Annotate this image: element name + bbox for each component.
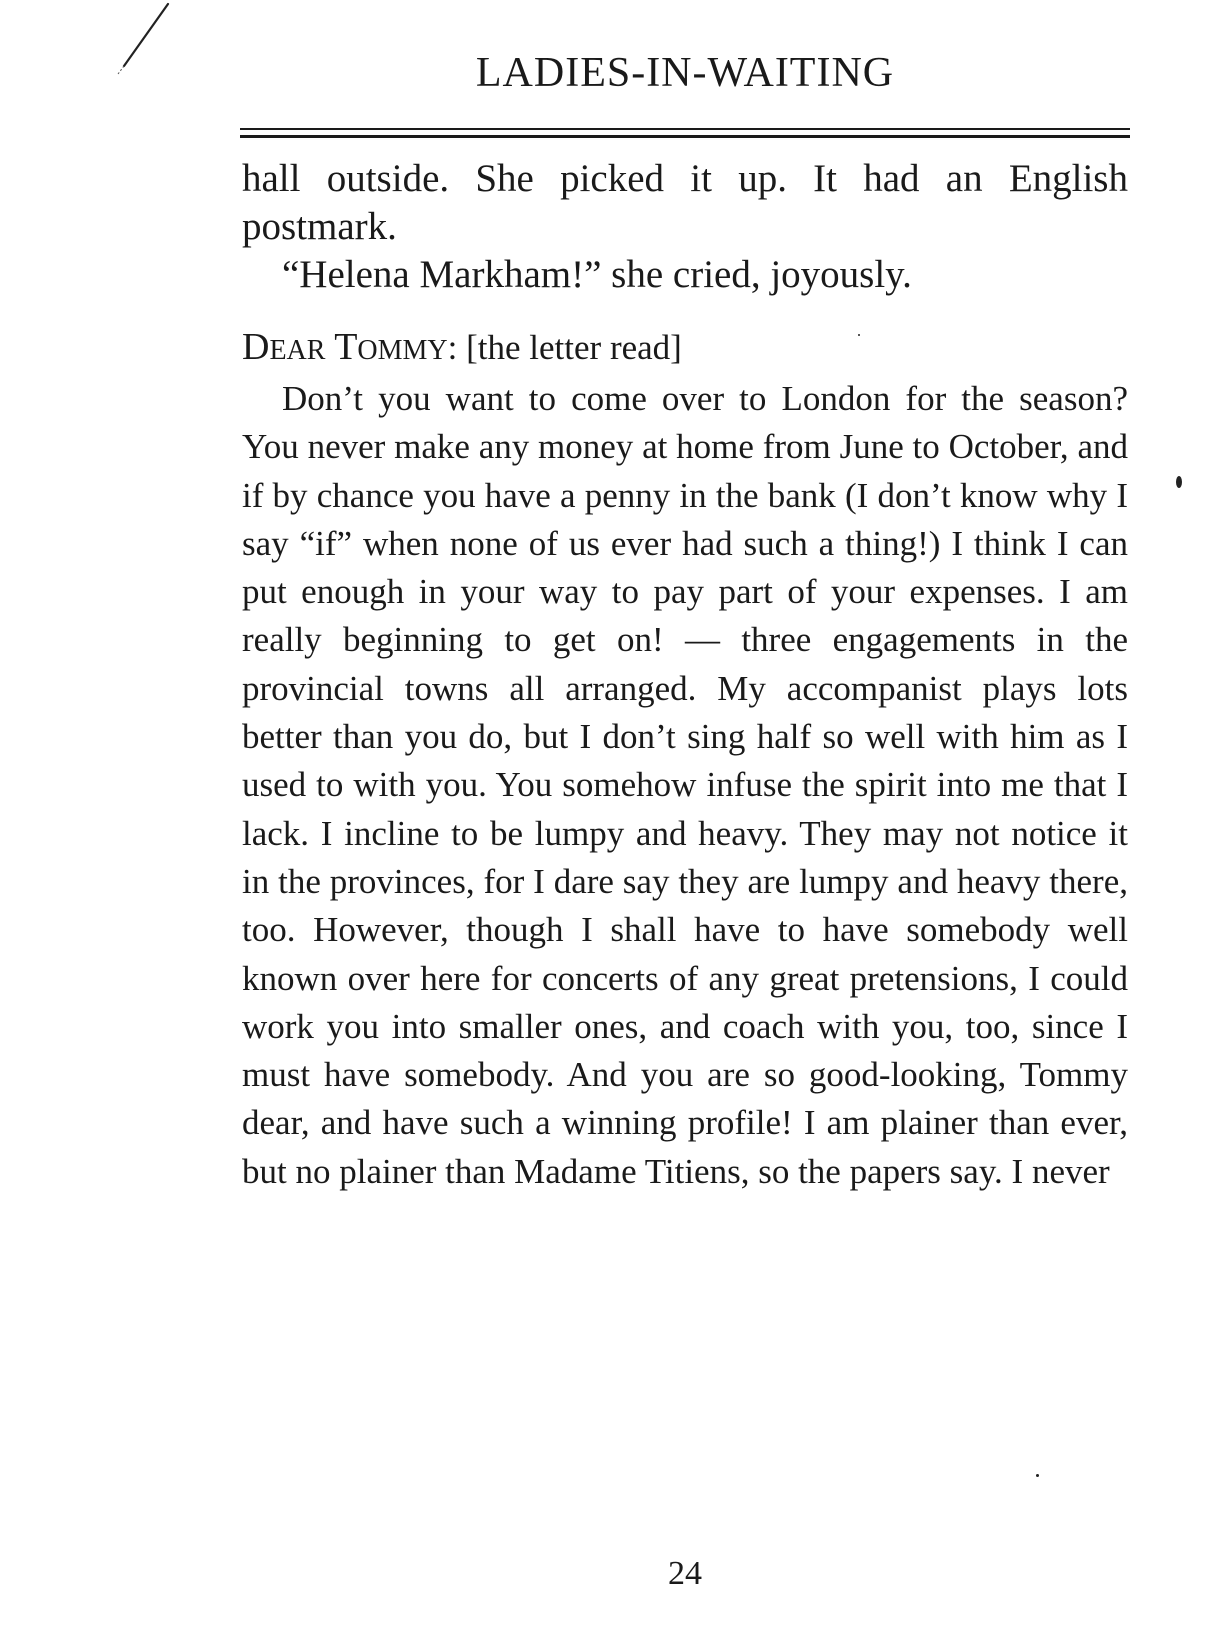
ink-speck xyxy=(1176,476,1182,488)
letter-body xyxy=(242,375,1128,1196)
ink-speck xyxy=(1036,1474,1039,1477)
paragraph-quote: “Helena Markham!” she cried, joyously. xyxy=(282,253,912,296)
salutation-initial-t: T xyxy=(334,326,358,368)
salutation-rest: : [the letter read] xyxy=(447,328,682,367)
salutation-small-caps-ommy: OMMY xyxy=(357,335,448,366)
paragraph: hall outside. She picked it up. It had an English postmark. xyxy=(242,157,1128,248)
letter-paragraph: Don’t you want to come over to London for the season? You never make any money at home from June to October, and if by chance you have a penny in the bank (I don’t know why I say “if” when none of us ever had such a thing!) I think I can put enough in your way to pay part of your expenses. I am really beginning to get on! — three engagements in the provincial towns all arranged. My accompanist plays lots better than you do, but I don’t sing half so well with him as I used to with you. You somehow infuse the spirit into me that I lack. I incline to be lumpy and heavy. They may not notice it in the provinces, for I dare say they are lumpy and heavy there, too. However, though I shall have to have somebody well known over here for concerts of any great pretensions, I could work you into smaller ones, and coach with you, too, since I must have somebody. And you are so good-looking, Tommy dear, and have such a winning profile! I am plainer than ever, but no plainer than Madame Titiens, so the papers say. I never xyxy=(242,379,1128,1191)
header-rule-thin xyxy=(240,128,1130,130)
running-head: LADIES-IN-WAITING xyxy=(475,50,895,96)
page-number: 24 xyxy=(668,1555,702,1592)
letter-salutation xyxy=(242,323,1128,375)
body-text xyxy=(242,155,1128,1196)
ink-speck xyxy=(858,334,860,336)
header-rule-thick xyxy=(240,135,1130,138)
salutation-small-caps-ear: EAR xyxy=(269,335,326,366)
pen-stroke-mark xyxy=(110,0,180,75)
salutation-initial-d: D xyxy=(242,326,270,368)
